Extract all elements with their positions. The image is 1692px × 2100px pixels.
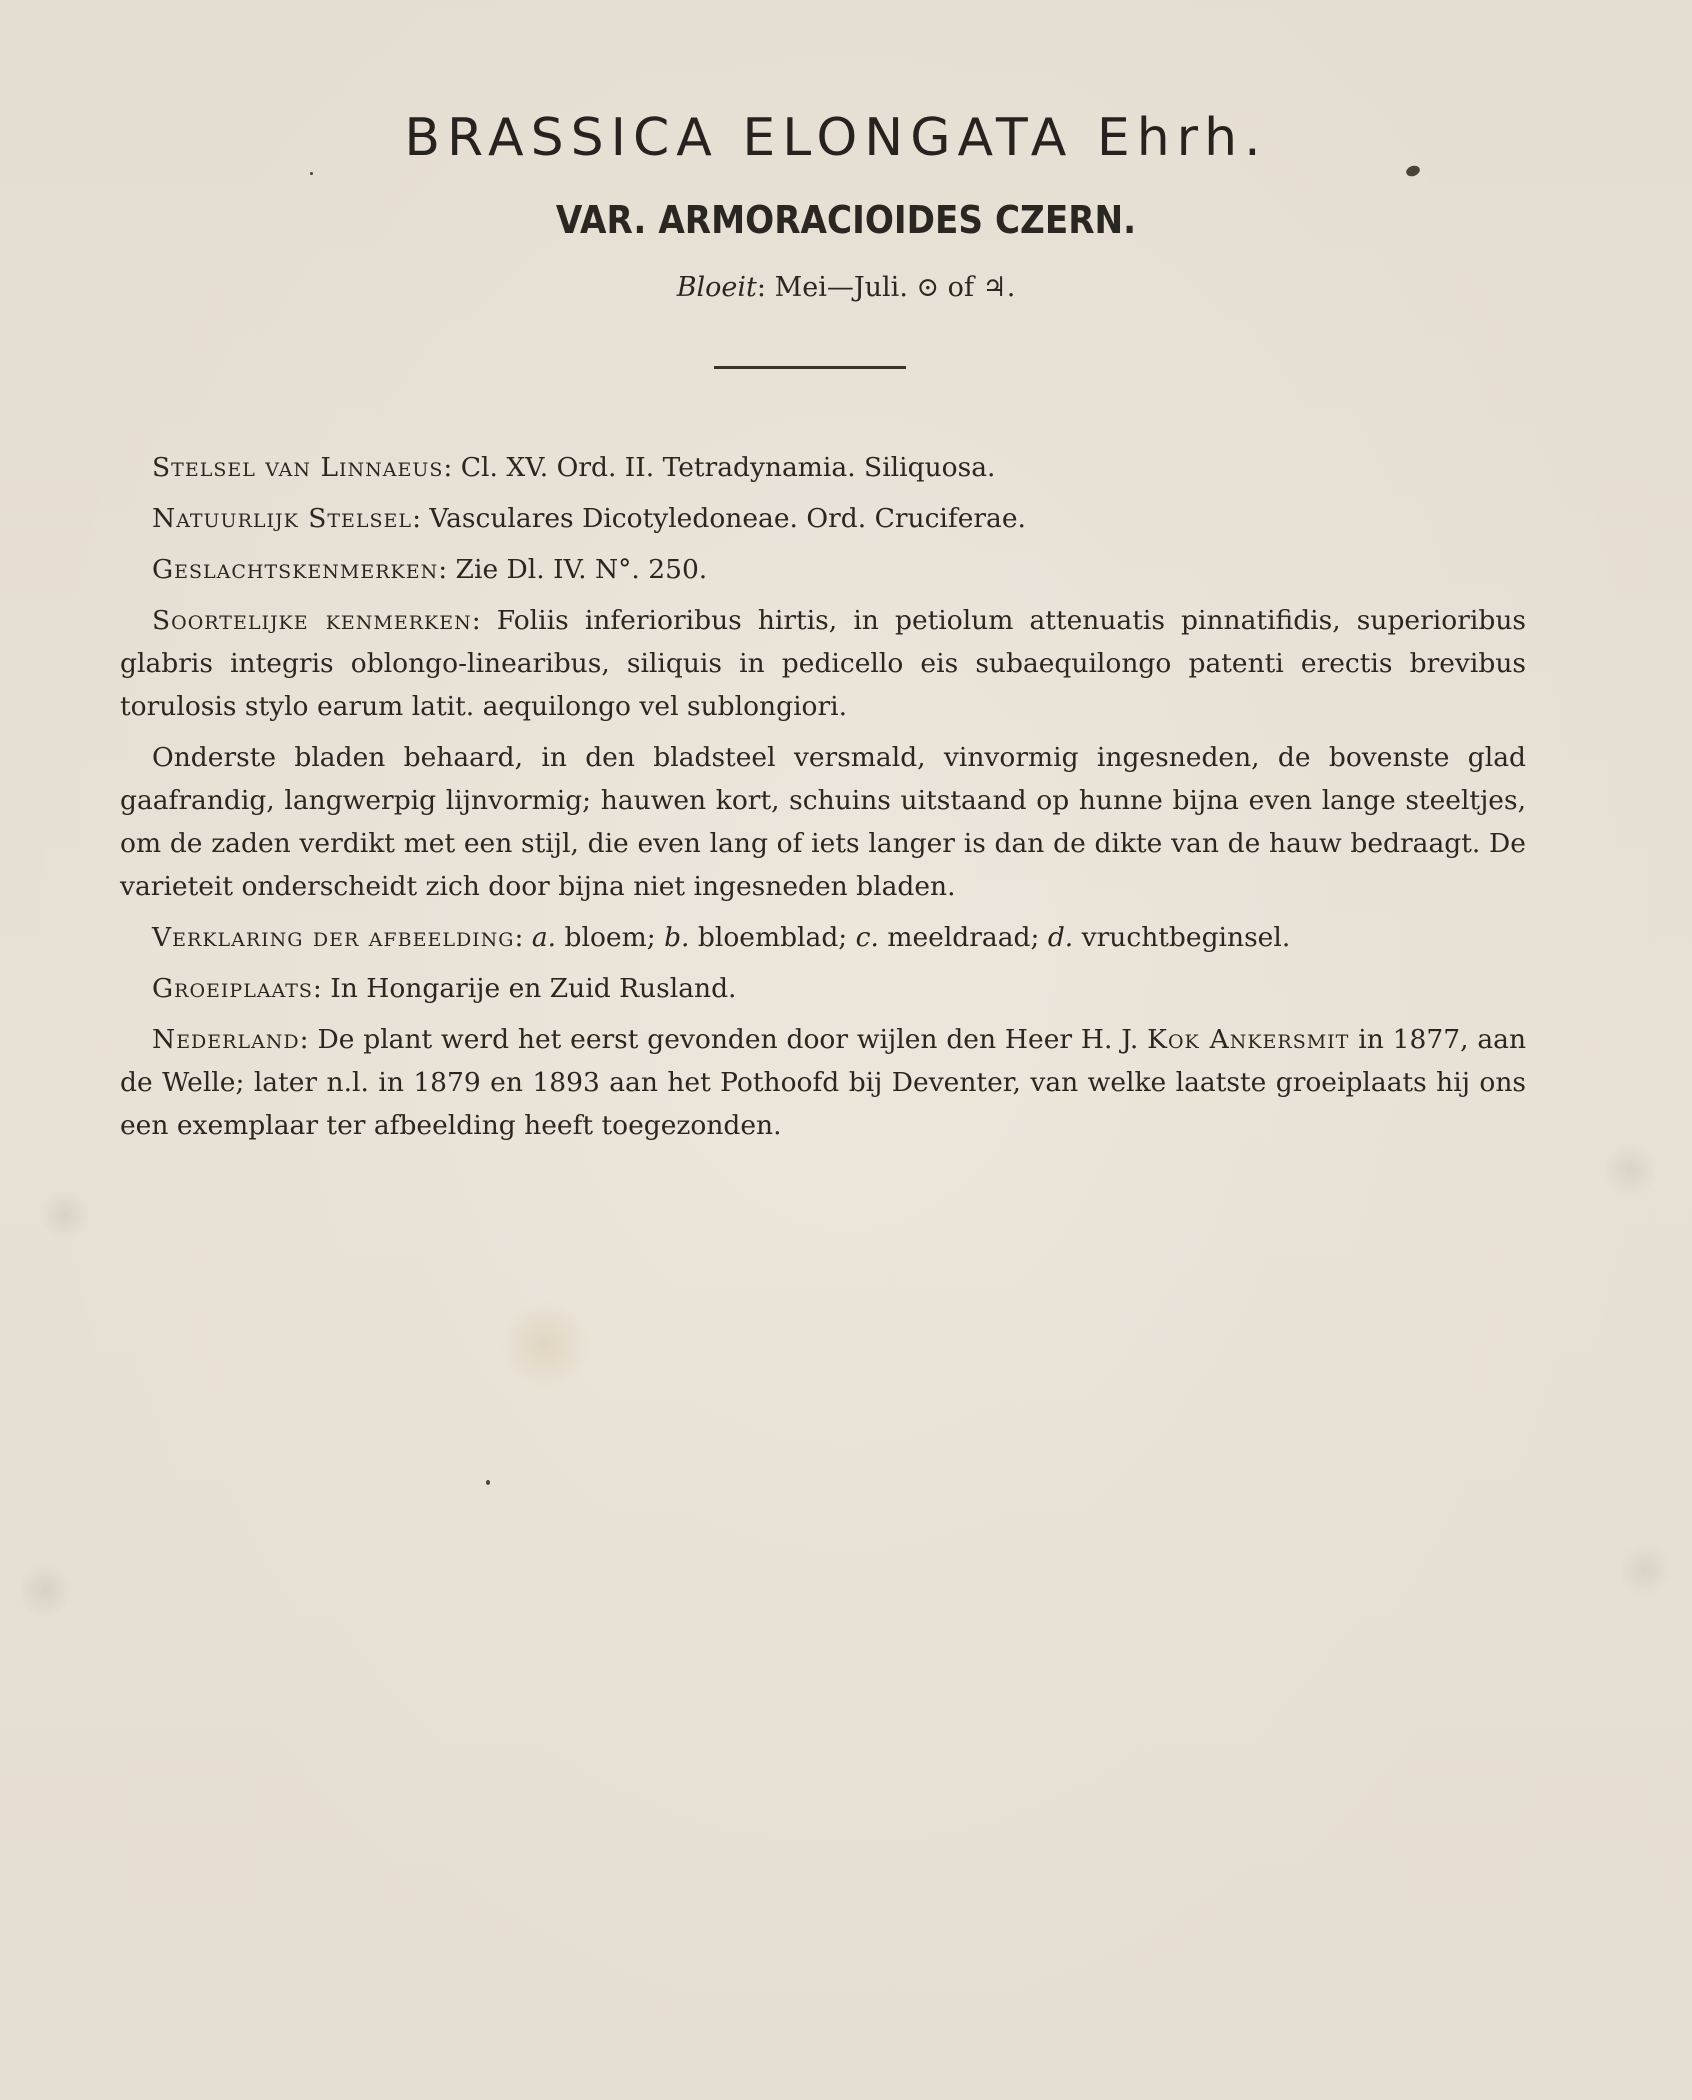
text-stelsel: : Cl. XV. Ord. II. Tetradynamia. Siliquosa. <box>443 452 996 483</box>
bloom-text: : Mei—Juli. ⊙ of ♃. <box>756 272 1016 303</box>
paper-stain <box>1620 1540 1670 1600</box>
paragraph-groeiplaats <box>120 967 1526 1010</box>
label-nederland: Nederland <box>152 1024 300 1055</box>
paragraph-natuurlijk <box>120 497 1526 540</box>
ink-speck <box>486 1480 490 1485</box>
paragraph-stelsel <box>120 446 1526 489</box>
label-geslacht: Geslachtskenmerken <box>152 554 439 585</box>
text-nederland-1: : De plant werd het eerst gevonden door wijlen den Heer H. J. <box>299 1024 1148 1055</box>
ink-speck <box>310 172 313 175</box>
label-verklaring: Verklaring der afbeelding <box>152 922 515 953</box>
text-natuurlijk: : Vasculares Dicotyledoneae. Ord. Cruciferae. <box>412 503 1026 534</box>
key-b: b. <box>664 922 690 953</box>
page-subtitle: VAR. ARMORACIOIDES CZERN. <box>555 198 1137 242</box>
key-a: a. <box>531 922 557 953</box>
page-title: BRASSICA ELONGATA Ehrh. <box>404 108 1268 168</box>
text-b: bloemblad; <box>689 922 856 953</box>
collector-name: Kok Ankersmit <box>1147 1024 1350 1055</box>
text-c: meeldraad; <box>878 922 1048 953</box>
text-groeiplaats: : In Hongarije en Zuid Rusland. <box>312 973 737 1004</box>
text-geslacht: : Zie Dl. IV. N°. 250. <box>438 554 708 585</box>
text-d: vruchtbeginsel. <box>1073 922 1291 953</box>
text-soort: : Foliis inferioribus hirtis, in petiolum attenuatis pinnatifidis, superioribus glabris integris oblongo-linearibus, siliquis in pedicello eis subaequilongo patenti erectis brevibus torulosis stylo earum latit. aequilongo vel sublongiori. <box>120 605 1526 722</box>
paragraph-verklaring <box>120 916 1526 959</box>
label-stelsel: Stelsel van Linnaeus <box>152 452 444 483</box>
bloom-label: Bloeit <box>676 272 757 303</box>
title-divider <box>714 366 906 369</box>
paragraph-nederland <box>120 1018 1526 1147</box>
paper-stain <box>500 1300 590 1390</box>
label-soort: Soortelijke kenmerken <box>152 605 472 636</box>
paper-stain <box>20 1560 70 1620</box>
paper-stain <box>40 1190 90 1240</box>
text-nederland-2: in 1877, aan de Welle; later n.l. in 1879 en 1893 aan het Pothoofd bij Deventer, van welke laatste groeiplaats hij ons een exemplaar ter afbeelding heeft toegezonden. <box>120 1024 1527 1141</box>
description-body <box>120 446 1526 1155</box>
label-groeiplaats: Groeiplaats <box>152 973 313 1004</box>
paragraph-description: Onderste bladen behaard, in den bladsteel versmald, vinvormig ingesneden, de bovenste glad gaafrandig, langwerpig lijnvormig; hauwen kort, schuins uitstaand op hunne bijna even lange steeltjes, om de zaden verdikt met een stijl, die even lang of iets langer is dan de dikte van de hauw bedraagt. De varieteit onderscheidt zich door bijna niet ingesneden bladen. <box>120 742 1526 902</box>
label-natuurlijk: Natuurlijk Stelsel <box>152 503 413 534</box>
paragraph-soort <box>120 599 1526 728</box>
key-d: d. <box>1047 922 1074 953</box>
paragraph-geslacht <box>120 548 1526 591</box>
paper-stain <box>1605 1140 1655 1200</box>
text-a: bloem; <box>556 922 665 953</box>
bloom-period <box>0 272 1692 303</box>
sep-verklaring: : <box>514 922 532 953</box>
key-c: c. <box>855 922 879 953</box>
